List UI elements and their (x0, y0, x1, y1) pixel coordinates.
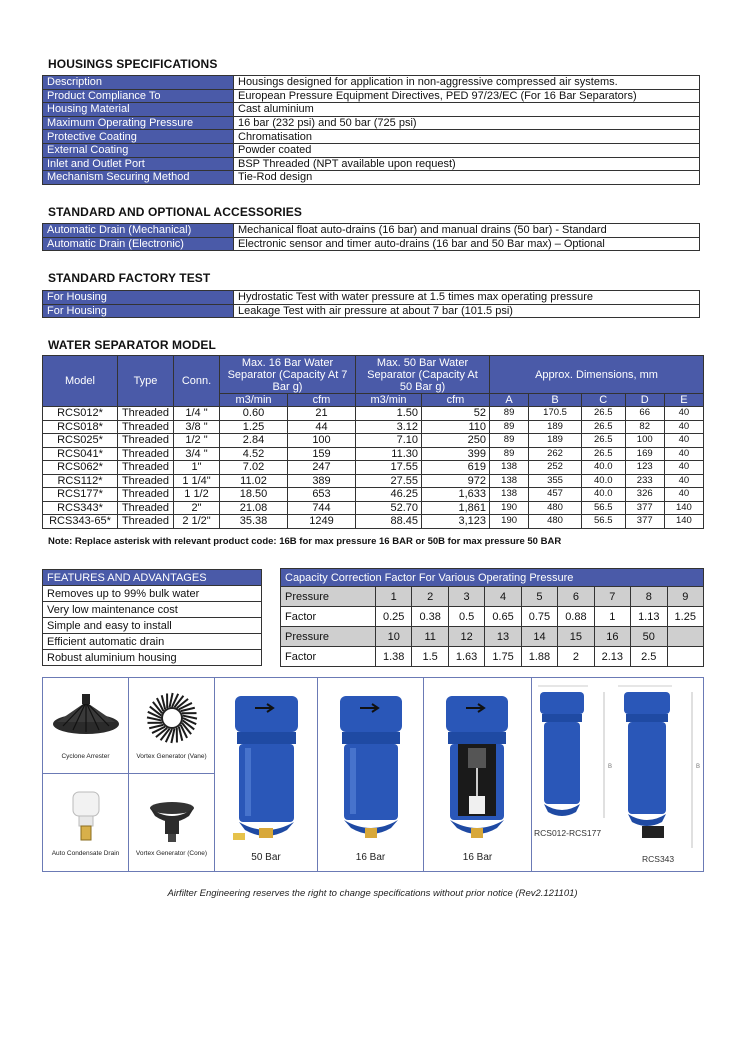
table-cell: 21 (288, 407, 356, 421)
col-cfm-16: cfm (288, 394, 356, 407)
feature-text: Removes up to 99% bulk water (43, 586, 262, 602)
table-cell: 0.25 (376, 607, 412, 627)
table-cell: 2.5 (631, 647, 667, 667)
spec-value: European Pressure Equipment Directives, PED 97/23/EC (For 16 Bar Separators) (234, 89, 700, 103)
auto-drain-caption: Auto Condensate Drain (51, 850, 120, 857)
housings-table (42, 75, 700, 185)
table-cell: 100 (625, 434, 664, 448)
table-cell: 2.13 (594, 647, 630, 667)
accessories-table (42, 223, 700, 251)
table-cell: 50 (631, 627, 667, 647)
table-cell: 26.5 (581, 420, 625, 434)
table-cell: 82 (625, 420, 664, 434)
col-cfm-50: cfm (422, 394, 490, 407)
correction-title: Capacity Correction Factor For Various Operating Pressure (281, 569, 704, 587)
table-cell: 11.30 (356, 447, 422, 461)
table-cell: 89 (490, 420, 529, 434)
table-cell: Threaded (118, 461, 174, 475)
table-cell: 2.84 (220, 434, 288, 448)
housing-50bar-image (215, 678, 318, 848)
table-cell: 1.25 (220, 420, 288, 434)
table-cell: Threaded (118, 447, 174, 461)
table-row (43, 501, 704, 515)
svg-text:B: B (608, 764, 613, 770)
col-type: Type (118, 356, 174, 407)
spec-value: Powder coated (234, 143, 700, 157)
table-cell: 619 (422, 461, 490, 475)
col-a: A (490, 394, 529, 407)
feature-text: Very low maintenance cost (43, 602, 262, 618)
table-cell: 480 (529, 515, 582, 529)
product-50bar-caption: 50 Bar (251, 852, 281, 863)
row-label: Factor (281, 607, 376, 627)
spec-row (43, 304, 700, 318)
table-cell: 16 (594, 627, 630, 647)
housings-title: HOUSINGS SPECIFICATIONS (48, 57, 218, 71)
table-cell: 40 (664, 420, 703, 434)
spec-row (43, 157, 700, 171)
table-cell: 4 (485, 587, 521, 607)
table-cell: 189 (529, 434, 582, 448)
table-cell: 2" (174, 501, 220, 515)
housing-cutaway-image (424, 678, 532, 848)
table-cell: Threaded (118, 474, 174, 488)
table-cell: 40 (664, 407, 703, 421)
table-cell: 252 (529, 461, 582, 475)
footer-disclaimer: Airfilter Engineering reserves the right to change specifications without prior notice (Rev2.121101) (167, 888, 578, 899)
col-m3-16: m3/min (220, 394, 288, 407)
table-cell: RCS041* (43, 447, 118, 461)
table-cell: 13 (485, 627, 521, 647)
table-cell: 250 (422, 434, 490, 448)
table-cell: 8 (631, 587, 667, 607)
table-row (43, 461, 704, 475)
vortex-vane-image (129, 678, 215, 753)
col-conn: Conn. (174, 356, 220, 407)
table-cell: 4.52 (220, 447, 288, 461)
col-max50: Max. 50 Bar Water Separator (Capacity At 50 Bar g) (356, 356, 490, 394)
table-row (43, 407, 704, 421)
table-cell: 1 1/4" (174, 474, 220, 488)
table-row (43, 474, 704, 488)
spec-key: Description (43, 76, 234, 90)
table-cell (667, 627, 704, 647)
product-gallery (42, 677, 704, 872)
table-cell: 1,633 (422, 488, 490, 502)
table-cell: 2 (412, 587, 448, 607)
spec-row (43, 130, 700, 144)
table-cell: 377 (625, 515, 664, 529)
feature-text: Simple and easy to install (43, 618, 262, 634)
product-16bar-caption: 16 Bar (355, 852, 386, 863)
row-label: Pressure (281, 627, 376, 647)
table-cell: 189 (529, 420, 582, 434)
col-model: Model (43, 356, 118, 407)
table-cell: 140 (664, 515, 703, 529)
cyclone-arrester-image (43, 678, 129, 758)
table-cell: Threaded (118, 420, 174, 434)
table-cell: RCS343* (43, 501, 118, 515)
table-cell: 1.63 (448, 647, 484, 667)
table-cell: 40 (664, 461, 703, 475)
spec-row (43, 224, 700, 238)
spec-value: Tie-Rod design (234, 171, 700, 185)
table-cell: 1/4 " (174, 407, 220, 421)
spec-key: Automatic Drain (Electronic) (43, 237, 234, 251)
list-item (43, 634, 262, 650)
accessories-title: STANDARD AND OPTIONAL ACCESSORIES (48, 205, 302, 219)
product-50bar-cell (215, 678, 318, 872)
spec-key: For Housing (43, 291, 234, 305)
col-max16: Max. 16 Bar Water Separator (Capacity At 7 Bar g) (220, 356, 356, 394)
table-cell: 2 1/2" (174, 515, 220, 529)
table-cell: 170.5 (529, 407, 582, 421)
table-cell: RCS062* (43, 461, 118, 475)
table-cell: 1.75 (485, 647, 521, 667)
feature-text: Efficient automatic drain (43, 634, 262, 650)
table-cell: 389 (288, 474, 356, 488)
table-cell: 3/4 " (174, 447, 220, 461)
model-table (42, 355, 704, 529)
table-cell: 11.02 (220, 474, 288, 488)
table-cell: 0.60 (220, 407, 288, 421)
table-cell: 2 (558, 647, 594, 667)
table-cell: 12 (448, 627, 484, 647)
table-cell: 247 (288, 461, 356, 475)
table-row (281, 627, 704, 647)
table-cell: 326 (625, 488, 664, 502)
table-row (281, 607, 704, 627)
table-cell: Threaded (118, 434, 174, 448)
col-e: E (664, 394, 703, 407)
table-cell: 110 (422, 420, 490, 434)
spec-key: For Housing (43, 304, 234, 318)
vortex-cone-caption: Vortex Generator (Cone) (135, 850, 208, 857)
table-cell: 40.0 (581, 461, 625, 475)
cyclone-arrester-cell (43, 678, 129, 774)
vortex-vane-caption: Vortex Generator (Vane) (136, 753, 207, 760)
spec-value: Cast aluminium (234, 103, 700, 117)
auto-drain-cell (43, 774, 129, 872)
row-label: Pressure (281, 587, 376, 607)
table-cell: 11 (412, 627, 448, 647)
table-cell: 123 (625, 461, 664, 475)
col-d: D (625, 394, 664, 407)
table-cell: 40 (664, 488, 703, 502)
table-cell: 1 (594, 607, 630, 627)
spec-key: Product Compliance To (43, 89, 234, 103)
table-cell: 15 (558, 627, 594, 647)
table-cell: RCS025* (43, 434, 118, 448)
spec-row (43, 89, 700, 103)
table-cell: 1" (174, 461, 220, 475)
cyclone-caption: Cyclone Arrester (61, 753, 110, 760)
svg-text:B: B (696, 764, 701, 770)
table-cell: RCS018* (43, 420, 118, 434)
table-cell: 233 (625, 474, 664, 488)
table-cell: 399 (422, 447, 490, 461)
table-cell: 1.5 (412, 647, 448, 667)
table-cell: 0.65 (485, 607, 521, 627)
table-cell: 0.75 (521, 607, 557, 627)
spec-key: Mechanism Securing Method (43, 171, 234, 185)
table-cell: 1.13 (631, 607, 667, 627)
table-cell: 1/2 " (174, 434, 220, 448)
spec-key: External Coating (43, 143, 234, 157)
vortex-cone-cell (129, 774, 215, 872)
table-cell: 159 (288, 447, 356, 461)
table-cell: Threaded (118, 501, 174, 515)
table-cell: 744 (288, 501, 356, 515)
table-cell: 89 (490, 407, 529, 421)
table-cell: 26.5 (581, 407, 625, 421)
table-row (43, 515, 704, 529)
table-cell: 138 (490, 488, 529, 502)
table-cell: 3/8 " (174, 420, 220, 434)
table-cell: RCS343-65* (43, 515, 118, 529)
table-cell: 3,123 (422, 515, 490, 529)
table-cell: 1,861 (422, 501, 490, 515)
table-cell: RCS012* (43, 407, 118, 421)
spec-value: BSP Threaded (NPT available upon request) (234, 157, 700, 171)
table-cell: 46.25 (356, 488, 422, 502)
auto-drain-image (43, 774, 129, 849)
table-cell: 5 (521, 587, 557, 607)
table-cell: 140 (664, 501, 703, 515)
table-row (43, 488, 704, 502)
table-cell: 1.50 (356, 407, 422, 421)
table-cell: 52.70 (356, 501, 422, 515)
table-cell: 190 (490, 501, 529, 515)
spec-row (43, 116, 700, 130)
table-cell: 169 (625, 447, 664, 461)
table-cell: 27.55 (356, 474, 422, 488)
spec-key: Inlet and Outlet Port (43, 157, 234, 171)
spec-row (43, 143, 700, 157)
correction-table (280, 568, 704, 667)
table-row (281, 647, 704, 667)
table-cell: 40 (664, 447, 703, 461)
table-cell: 1 (376, 587, 412, 607)
table-cell: 14 (521, 627, 557, 647)
spec-row (43, 76, 700, 90)
spec-value: Mechanical float auto-drains (16 bar) and manual drains (50 bar) - Standard (234, 224, 700, 238)
table-cell: 3.12 (356, 420, 422, 434)
table-cell: 56.5 (581, 501, 625, 515)
table-cell (667, 647, 704, 667)
table-cell: 262 (529, 447, 582, 461)
table-cell: 190 (490, 515, 529, 529)
table-cell: 26.5 (581, 447, 625, 461)
table-cell: 377 (625, 501, 664, 515)
table-cell: 138 (490, 461, 529, 475)
table-cell: 7 (594, 587, 630, 607)
spec-value: 16 bar (232 psi) and 50 bar (725 psi) (234, 116, 700, 130)
table-cell: 3 (448, 587, 484, 607)
table-cell: 457 (529, 488, 582, 502)
dimension-drawings (532, 678, 704, 872)
spec-value: Leakage Test with air pressure at about 7 bar (101.5 psi) (234, 304, 700, 318)
vortex-vane-cell (129, 678, 215, 774)
dimension-drawing-image (532, 678, 704, 872)
table-cell: 480 (529, 501, 582, 515)
product-cutaway-cell (424, 678, 532, 872)
model-note: Note: Replace asterisk with relevant product code: 16B for max pressure 16 BAR or 50B for max pressure 50 BAR (48, 536, 562, 547)
table-cell: RCS112* (43, 474, 118, 488)
table-cell: 18.50 (220, 488, 288, 502)
feature-text: Robust aluminium housing (43, 650, 262, 666)
table-cell: 40.0 (581, 488, 625, 502)
table-cell: 89 (490, 434, 529, 448)
table-cell: 355 (529, 474, 582, 488)
table-cell: 44 (288, 420, 356, 434)
factory-test-table (42, 290, 700, 318)
table-cell: Threaded (118, 488, 174, 502)
spec-key: Automatic Drain (Mechanical) (43, 224, 234, 238)
drawing-caption-1: RCS012-RCS177 (534, 828, 602, 838)
col-b: B (529, 394, 582, 407)
spec-key: Protective Coating (43, 130, 234, 144)
product-cutaway-caption: 16 Bar (462, 852, 493, 863)
table-cell: 653 (288, 488, 356, 502)
spec-value: Housings designed for application in non-aggressive compressed air systems. (234, 76, 700, 90)
table-cell: 40.0 (581, 474, 625, 488)
table-cell: 972 (422, 474, 490, 488)
table-cell: 10 (376, 627, 412, 647)
table-cell: 0.88 (558, 607, 594, 627)
table-cell: 35.38 (220, 515, 288, 529)
table-cell: 0.5 (448, 607, 484, 627)
col-dims: Approx. Dimensions, mm (490, 356, 704, 394)
model-table-title: WATER SEPARATOR MODEL (48, 338, 216, 352)
table-cell: RCS177* (43, 488, 118, 502)
table-row (43, 447, 704, 461)
table-cell: 17.55 (356, 461, 422, 475)
features-table (42, 569, 262, 666)
table-cell: 0.38 (412, 607, 448, 627)
table-cell: 21.08 (220, 501, 288, 515)
spec-value: Hydrostatic Test with water pressure at 1.5 times max operating pressure (234, 291, 700, 305)
list-item (43, 618, 262, 634)
drawing-caption-2: RCS343 (642, 854, 675, 864)
table-cell: 7.02 (220, 461, 288, 475)
table-row (43, 434, 704, 448)
table-cell: 1 1/2 (174, 488, 220, 502)
row-label: Factor (281, 647, 376, 667)
table-cell: 1.88 (521, 647, 557, 667)
table-row (43, 420, 704, 434)
table-cell: 89 (490, 447, 529, 461)
list-item (43, 586, 262, 602)
housing-16bar-image (318, 678, 424, 848)
table-cell: 100 (288, 434, 356, 448)
spec-key: Maximum Operating Pressure (43, 116, 234, 130)
list-item (43, 650, 262, 666)
table-row (281, 587, 704, 607)
table-cell: 6 (558, 587, 594, 607)
table-cell: Threaded (118, 407, 174, 421)
col-m3-50: m3/min (356, 394, 422, 407)
table-cell: 66 (625, 407, 664, 421)
spec-row (43, 103, 700, 117)
table-cell: 56.5 (581, 515, 625, 529)
table-cell: 40 (664, 434, 703, 448)
table-cell: 9 (667, 587, 704, 607)
spec-row (43, 291, 700, 305)
table-cell: 88.45 (356, 515, 422, 529)
factory-test-title: STANDARD FACTORY TEST (48, 271, 211, 285)
list-item (43, 602, 262, 618)
table-cell: 40 (664, 474, 703, 488)
table-cell: 138 (490, 474, 529, 488)
table-cell: 1249 (288, 515, 356, 529)
features-title: FEATURES AND ADVANTAGES (43, 570, 262, 586)
spec-key: Housing Material (43, 103, 234, 117)
product-16bar-cell (318, 678, 424, 872)
table-cell: 52 (422, 407, 490, 421)
vortex-cone-image (129, 774, 215, 849)
spec-row (43, 171, 700, 185)
col-c: C (581, 394, 625, 407)
table-cell: Threaded (118, 515, 174, 529)
table-cell: 1.38 (376, 647, 412, 667)
spec-value: Electronic sensor and timer auto-drains (16 bar and 50 Bar max) – Optional (234, 237, 700, 251)
table-cell: 26.5 (581, 434, 625, 448)
spec-row (43, 237, 700, 251)
table-cell: 1.25 (667, 607, 704, 627)
spec-value: Chromatisation (234, 130, 700, 144)
table-cell: 7.10 (356, 434, 422, 448)
